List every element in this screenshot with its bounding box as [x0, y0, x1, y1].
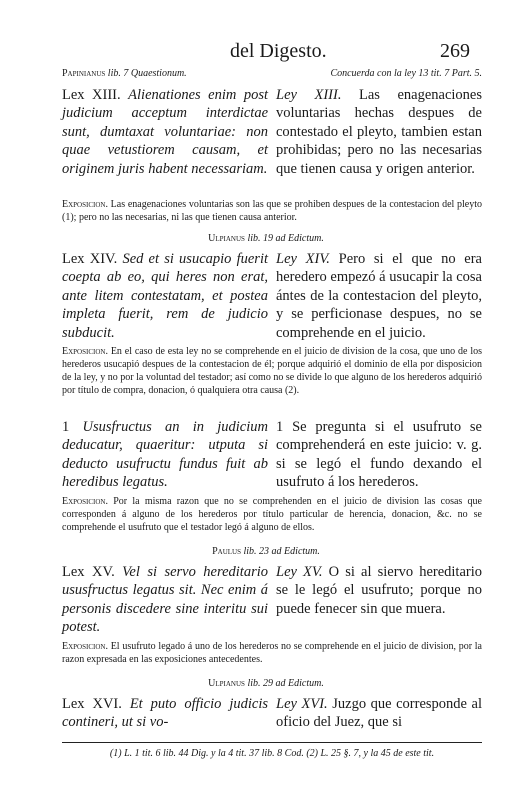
exposicion-text: En el caso de esta ley no se comprehende en el juicio de division de la cosa, que uno de los herederos usucapió despues de la contestacion de él; porque adquirió el dominio de ella por disposicion de la ley, y no por la voluntad del testador; así como no se divide lo que alguno de los herederos adquirió por título de compra, donacion, ó qualquiera otra causa (2).: [62, 346, 482, 396]
footnotes: (1) L. 1 tit. 6 lib. 44 Dig. y la 4 tit. 37 lib. 8 Cod. (2) L. 25 §. 7, y la 45 de este tit.: [109, 748, 435, 759]
law-row-14: [62, 250, 482, 342]
exposicion-14-1: [62, 495, 482, 534]
spanish-ley-text: Pero si el que no era heredero empezó á usucapir la cosa ántes de la contestacion del pleyto, y se perficionase despues, no se comprehende en el juicio.: [276, 251, 482, 341]
exposicion-text: Las enagenaciones voluntarias son las que se prohiben despues de la contestacion del pleyto (1); pero no las necesarias, ni las que tienen causa anterior.: [62, 199, 482, 223]
exposicion-text: El usufruto legado á uno de los herederos no se comprehende en el juicio de division, por la razon expresada en las exposiciones antecedentes.: [62, 641, 482, 665]
page-number: 269: [440, 40, 470, 62]
latin-lex-text: Vel si servo hereditario ususfructus legatus sit. Nec enim á personis discedere sine interitu sui potest.: [62, 564, 269, 636]
spanish-ley-text: Juzgo que corresponde al oficio del Juez, que si: [276, 696, 482, 731]
source-row-1: [62, 68, 482, 79]
exposicion-text: Por la misma razon que no se comprehenden en el juicio de division las cosas que corresponden á alguno de los herederos por título particular de herencia, donacion, &c. no se comprehende el usufruto que el testador legó á alguno de ellos.: [62, 496, 482, 533]
source-author: Paulus: [212, 546, 241, 557]
source-row-2: [0, 233, 532, 244]
latin-lex-text: Sed et si usucapio fuerit coepta ab eo, qui heres non erat, ante litem contestatam, et postea impleta fuerit, rem de judicio subducit.: [62, 251, 268, 341]
spanish-law-14-1: [276, 418, 482, 492]
latin-law-15: [62, 563, 268, 637]
spanish-ley-number: Ley XIV.: [276, 251, 330, 267]
exposicion-label: Exposicion.: [62, 199, 108, 210]
exposicion-15: [62, 640, 482, 666]
exposicion-13: [62, 198, 482, 224]
latin-law-14-1: [62, 418, 268, 492]
running-title: del Digesto.: [230, 40, 327, 62]
latin-lex-number: Lex XIV.: [62, 251, 118, 267]
spanish-paragraph-number: 1: [276, 419, 284, 435]
spanish-ley-text: Las enagenaciones voluntarias hechas despues de contestado el pleyto, tambien estan prohibidas; pero no las necesarias que tienen causa y origen anterior.: [276, 87, 483, 177]
source-row-4: [0, 546, 532, 557]
spanish-law-16: [276, 695, 482, 732]
spanish-law-13: [276, 86, 482, 178]
exposicion-label: Exposicion.: [62, 346, 108, 357]
spanish-ley-number: Ley XV.: [276, 564, 323, 580]
source-ref: lib. 23 ad Edictum.: [243, 546, 320, 557]
footnote-rule: [62, 742, 482, 743]
latin-lex-text: Alienationes enim post judicium acceptum interdictae sunt, dumtaxat voluntariae: non quae vetustiorem causam, et originem juris habent necessariam.: [62, 87, 269, 177]
source-author: Ulpianus: [208, 233, 245, 244]
latin-lex-number: Lex XIII.: [62, 87, 121, 103]
spanish-ley-number: Ley XIII.: [276, 87, 342, 103]
latin-lex-text: Ususfructus an in judicium deducatur, quaeritur: utputa si deducto usufructu fundus fuit ab heredibus legatus.: [62, 419, 268, 491]
latin-lex-number: Lex XVI.: [62, 696, 122, 712]
spanish-law-14: [276, 250, 482, 342]
spanish-ley-text: Se pregunta si el usufruto se comprehenderá en este juicio: v. g. si se legó el fundo dexando el usufruto á los herederos.: [276, 419, 482, 491]
latin-law-16: [62, 695, 268, 732]
source-ref: lib. 29 ad Edictum.: [247, 678, 324, 689]
latin-lex-number: Lex XV.: [62, 564, 115, 580]
source-ref: lib. 7 Quaestionum.: [107, 68, 187, 79]
law-row-16: [62, 695, 482, 732]
source-row-5: [0, 678, 532, 689]
source-author: Papinianus: [62, 68, 106, 79]
latin-lex-text: Et puto officio judicis contineri, ut si vo-: [62, 696, 268, 731]
source-right: Concuerda con la ley 13 tit. 7 Part. 5.: [330, 68, 482, 79]
law-row-13: [62, 86, 482, 178]
exposicion-14: [62, 345, 482, 397]
source-left: [62, 68, 268, 79]
spanish-ley-text: O si al siervo hereditario se le legó el usufruto; porque no puede fenecer sin que muera.: [276, 564, 482, 617]
source-author: Ulpianus: [208, 678, 245, 689]
spanish-ley-number: Ley XVI.: [276, 696, 328, 712]
exposicion-label: Exposicion.: [62, 496, 108, 507]
page-header: [0, 40, 532, 66]
law-row-15: [62, 563, 482, 637]
latin-paragraph-number: 1: [62, 419, 70, 435]
latin-law-13: [62, 86, 268, 178]
latin-law-14: [62, 250, 268, 342]
source-ref: lib. 19 ad Edictum.: [247, 233, 324, 244]
law-row-14-1: [62, 418, 482, 492]
spanish-law-15: [276, 563, 482, 637]
exposicion-label: Exposicion.: [62, 641, 108, 652]
